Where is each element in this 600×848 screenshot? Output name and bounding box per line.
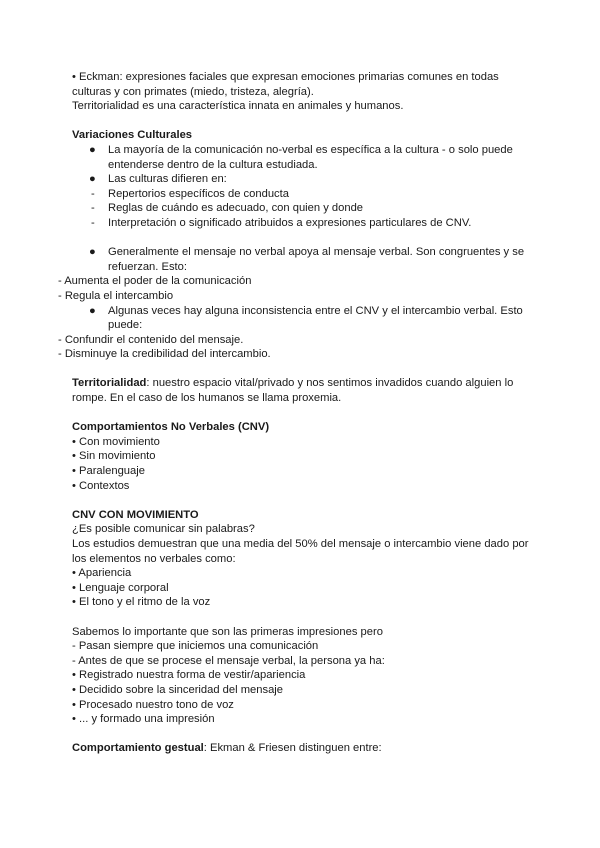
text-line: puede:: [108, 319, 143, 332]
text-line: entenderse dentro de la cultura estudiada.: [108, 158, 318, 171]
list-item: [72, 304, 532, 333]
paragraph-gestual: [72, 741, 532, 756]
dash-icon: -: [91, 216, 95, 229]
text-line: Las culturas difieren en:: [108, 173, 227, 186]
text-line: - Disminuye la credibilidad del intercambio.: [58, 348, 271, 361]
text-line: - Aumenta el poder de la comunicación: [58, 275, 252, 288]
text-line: Algunas veces hay alguna inconsistencia entre el CNV y el intercambio verbal. Esto: [108, 304, 523, 317]
text-line: Los estudios demuestran que una media del 50% del mensaje o intercambio viene dado por: [72, 538, 529, 550]
text-line: Sabemos lo importante que son las primeras impresiones pero: [72, 625, 383, 638]
list-item: • ... y formado una impresión: [72, 713, 215, 726]
list-item: • Lenguaje corporal: [72, 581, 169, 594]
text-line: Reglas de cuándo es adecuado, con quien y donde: [108, 202, 364, 215]
bullet-icon: ●: [89, 304, 96, 317]
text-line: - Regula el intercambio: [58, 289, 174, 302]
bullet-icon: ●: [89, 143, 96, 156]
text-line: Generalmente el mensaje no verbal apoya al mensaje verbal. Son congruentes y se: [108, 246, 525, 259]
text-line: Territorialidad es una característica innata en animales y humanos.: [72, 100, 404, 113]
list-item: • Con movimiento: [72, 435, 160, 448]
dash-icon: -: [91, 202, 95, 215]
dash-item: [72, 201, 532, 216]
text-line: Repertorios específicos de conducta: [108, 187, 289, 200]
document-body: [58, 70, 532, 756]
dash-item: [72, 187, 532, 202]
text-line: refuerzan. Esto:: [108, 260, 187, 273]
term-territorialidad: Territorialidad: [72, 377, 147, 390]
list-item: • Registrado nuestra forma de vestir/apariencia: [72, 669, 306, 682]
text-line: rompe. En el caso de los humanos se llama proxemia.: [72, 392, 342, 405]
list-item: • Sin movimiento: [72, 450, 156, 463]
text-span: : Ekman & Friesen distinguen entre:: [203, 742, 382, 755]
list-item: • El tono y el ritmo de la voz: [72, 596, 211, 609]
text-line: ¿Es posible comunicar sin palabras?: [72, 523, 255, 536]
text-line: - Pasan siempre que iniciemos una comunicación: [72, 640, 319, 653]
list-item: [72, 172, 532, 187]
section-heading-variaciones: Variaciones Culturales: [72, 129, 193, 142]
text-line: los elementos no verbales como:: [72, 552, 236, 565]
list-item: [72, 245, 532, 274]
term-gestual: Comportamiento gestual: [72, 742, 204, 755]
text-line: La mayoría de la comunicación no-verbal es específica a la cultura - o solo puede: [108, 143, 513, 156]
list-item: • Contextos: [72, 479, 130, 492]
bullet-icon: ●: [89, 173, 96, 186]
list-item: • Paralenguaje: [72, 465, 145, 478]
list-item: • Apariencia: [72, 567, 132, 580]
text-line: - Confundir el contenido del mensaje.: [58, 333, 244, 346]
bullet-icon: ●: [89, 246, 96, 259]
text-line: • Eckman: expresiones faciales que expresan emociones primarias comunes en todas: [72, 71, 499, 83]
text-line: - Antes de que se procese el mensaje verbal, la persona ya ha:: [72, 654, 385, 667]
paragraph-territorialidad: [72, 376, 532, 391]
section-heading-cnv-movimiento: CNV CON MOVIMIENTO: [72, 508, 199, 521]
section-heading-comportamientos: Comportamientos No Verbales (CNV): [72, 421, 270, 434]
text-line: Interpretación o significado atribuidos a expresiones particulares de CNV.: [108, 216, 472, 229]
list-item: • Decidido sobre la sinceridad del mensaje: [72, 683, 284, 696]
dash-icon: -: [91, 187, 95, 200]
text-line: culturas y con primates (miedo, tristeza, alegría).: [72, 85, 314, 98]
list-item: [72, 143, 532, 172]
dash-item: [72, 216, 532, 231]
text-span: : nuestro espacio vital/privado y nos sentimos invadidos cuando alguien lo: [146, 377, 514, 390]
list-item: • Procesado nuestro tono de voz: [72, 698, 234, 711]
